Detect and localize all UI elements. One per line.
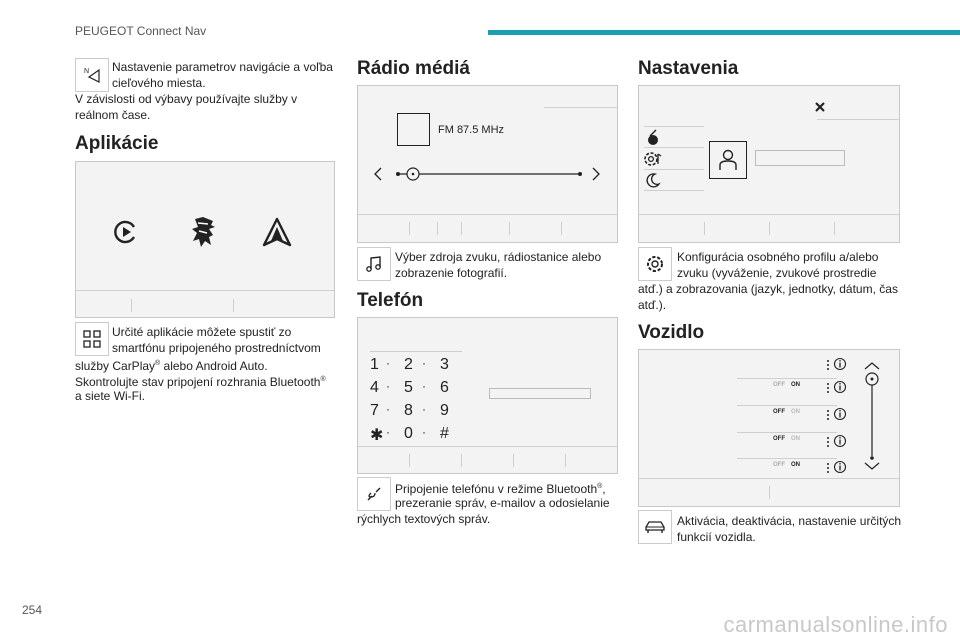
divider	[461, 222, 462, 235]
settings-screen	[638, 85, 900, 243]
keypad-key[interactable]: 8	[404, 402, 413, 419]
toggle-off-label: OFF	[773, 409, 785, 415]
keypad-separator: ·	[422, 379, 426, 393]
divider	[358, 446, 617, 447]
settings-text-line2: zvuku (vyváženie, zvukové prostredie	[677, 266, 877, 280]
radio-heading: Rádio médiá	[357, 58, 470, 79]
divider	[644, 147, 704, 148]
nav-intro-line2: cieľového miesta.	[112, 76, 206, 90]
android-auto-icon[interactable]	[262, 217, 292, 252]
settings-gear-icon	[638, 247, 672, 281]
radio-screen	[357, 85, 618, 243]
profile-name-field[interactable]	[755, 150, 845, 166]
on-off-toggle[interactable]	[773, 409, 800, 415]
nav-intro-line4: reálnom čase.	[75, 108, 151, 122]
keypad-key[interactable]: ✱	[370, 427, 384, 444]
divider	[409, 222, 410, 235]
scroll-down-icon[interactable]	[863, 458, 881, 476]
running-header: PEUGEOT Connect Nav	[75, 24, 207, 38]
divider	[769, 222, 770, 235]
settings-text-line4: atď.).	[638, 298, 667, 312]
toggle-off-label: OFF	[773, 436, 785, 442]
keypad-key[interactable]: 0	[404, 425, 413, 442]
divider	[644, 169, 704, 170]
settings-heading: Nastavenia	[638, 58, 739, 79]
radio-text-line2: zobrazenie fotografií.	[395, 266, 508, 280]
vehicle-car-icon	[638, 510, 672, 544]
toggle-on-label: ON	[791, 382, 800, 388]
apps-text-line5: a siete Wi-Fi.	[75, 389, 146, 403]
watermark: carmanualsonline.info	[723, 612, 948, 637]
info-icon[interactable]	[833, 357, 847, 376]
phone-text-line1: Pripojenie telefónu v režime Bluetooth®,	[395, 482, 606, 496]
radio-text-line1: Výber zdroja zvuku, rádiostanice alebo	[395, 250, 602, 264]
keypad-key[interactable]: 1	[370, 356, 379, 373]
toggle-on-label: ON	[791, 409, 800, 415]
divider	[370, 351, 462, 352]
more-options-icon[interactable]	[826, 408, 830, 426]
phone-text-line2: prezeranie správ, e-mailov a odosielanie	[395, 496, 610, 510]
apps-text-line4: Skontrolujte stav pripojení rozhrania Bluetooth®	[75, 375, 326, 389]
divider	[769, 486, 770, 499]
divider	[233, 299, 234, 312]
page-number: 254	[22, 603, 43, 617]
divider	[409, 454, 410, 467]
keypad-separator: ·	[422, 402, 426, 416]
keypad-separator: ·	[386, 425, 390, 439]
keypad-key[interactable]: 6	[440, 379, 449, 396]
header-accent-bar	[488, 30, 960, 35]
divider	[639, 478, 899, 479]
number-input-field[interactable]	[489, 388, 591, 399]
settings-text-line3: atď.) a zobrazovania (jazyk, jednotky, dátum, čas	[638, 282, 898, 296]
station-frequency: FM 87.5 MHz	[438, 124, 505, 136]
svg-text:N: N	[84, 68, 90, 75]
more-options-icon[interactable]	[826, 358, 830, 376]
toggle-off-label: OFF	[773, 382, 785, 388]
profile-user-icon[interactable]	[709, 141, 747, 179]
vehicle-text-line1: Aktivácia, deaktivácia, nastavenie určitých	[677, 514, 902, 528]
info-icon[interactable]	[833, 380, 847, 399]
on-off-toggle[interactable]	[773, 462, 800, 468]
keypad-key[interactable]: 3	[440, 356, 449, 373]
applications-screen	[75, 161, 335, 318]
station-logo-placeholder	[397, 113, 430, 146]
divider	[561, 222, 562, 235]
phone-screen	[357, 317, 618, 474]
apps-text-line3: služby CarPlay® alebo Android Auto.	[75, 359, 268, 373]
phone-heading: Telefón	[357, 290, 424, 311]
keypad-separator: ·	[386, 356, 390, 370]
toggle-on-label: ON	[791, 436, 800, 442]
divider	[76, 290, 334, 291]
applications-heading: Aplikácie	[75, 133, 159, 154]
vehicle-heading: Vozidlo	[638, 322, 705, 343]
divider	[737, 405, 837, 406]
divider	[817, 119, 899, 120]
toggle-off-label: OFF	[773, 462, 785, 468]
divider	[509, 222, 510, 235]
divider	[704, 222, 705, 235]
close-icon[interactable]	[814, 100, 826, 118]
more-options-icon[interactable]	[826, 435, 830, 453]
previous-station-icon[interactable]	[372, 166, 384, 187]
scrollbar[interactable]	[865, 370, 879, 467]
info-icon[interactable]	[833, 407, 847, 426]
keypad-key[interactable]: #	[440, 425, 449, 442]
apps-text-line2: smartfónu pripojeného prostredníctvom	[112, 341, 321, 355]
keypad-separator: ·	[386, 402, 390, 416]
toggle-on-label: ON	[791, 462, 800, 468]
next-station-icon[interactable]	[590, 166, 602, 187]
keypad-separator: ·	[386, 379, 390, 393]
keypad-key[interactable]: 2	[404, 356, 413, 373]
keypad-separator: ·	[422, 356, 426, 370]
more-options-icon[interactable]	[826, 461, 830, 479]
phone-link-icon	[357, 477, 391, 511]
nav-intro-line3: V závislosti od výbavy používajte služby v	[75, 92, 298, 106]
divider	[737, 432, 837, 433]
divider	[544, 107, 618, 108]
peugeot-lion-icon[interactable]	[189, 215, 219, 254]
apps-text-line1: Určité aplikácie môžete spustiť zo	[112, 325, 292, 339]
keypad-key[interactable]: 5	[404, 379, 413, 396]
navigation-settings-icon	[75, 58, 109, 92]
divider	[461, 454, 462, 467]
divider	[644, 190, 704, 191]
keypad-key[interactable]: 4	[370, 379, 379, 396]
frequency-slider[interactable]	[396, 165, 586, 188]
phone-text-line3: rýchlych textových správ.	[357, 512, 491, 526]
divider	[644, 126, 704, 127]
divider	[565, 454, 566, 467]
more-options-icon[interactable]	[826, 381, 830, 399]
carplay-icon[interactable]	[112, 218, 140, 251]
divider	[437, 222, 438, 235]
info-icon[interactable]	[833, 434, 847, 453]
divider	[131, 299, 132, 312]
divider	[358, 214, 617, 215]
keypad-separator: ·	[422, 425, 426, 439]
on-off-toggle[interactable]	[773, 436, 800, 442]
music-note-icon	[357, 247, 391, 281]
divider	[737, 458, 837, 459]
keypad-key[interactable]: 9	[440, 402, 449, 419]
apps-grid-icon	[75, 322, 109, 356]
keypad-key[interactable]: 7	[370, 402, 379, 419]
divider	[639, 214, 899, 215]
vehicle-screen	[638, 349, 900, 507]
divider	[834, 222, 835, 235]
nav-intro-line1: Nastavenie parametrov navigácie a voľba	[112, 60, 333, 74]
divider	[737, 378, 837, 379]
settings-text-line1: Konfigurácia osobného profilu a/alebo	[677, 250, 879, 264]
divider	[513, 454, 514, 467]
info-icon[interactable]	[833, 460, 847, 479]
on-off-toggle[interactable]	[773, 382, 800, 388]
vehicle-text-line2: funkcií vozidla.	[677, 530, 756, 544]
